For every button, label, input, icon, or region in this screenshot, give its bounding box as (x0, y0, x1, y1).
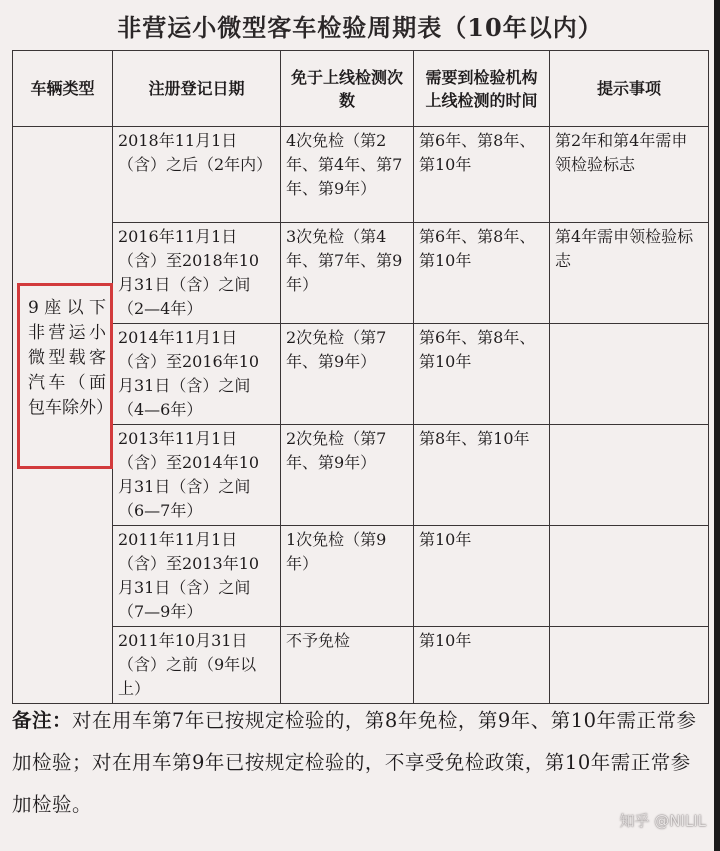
cell-exempt: 不予免检 (281, 627, 414, 704)
table-row (13, 324, 709, 425)
cell-time: 第8年、第10年 (414, 425, 550, 526)
cell-notes: 第2年和第4年需申领检验标志 (550, 127, 709, 223)
table-row (13, 223, 709, 324)
cell-date: 2011年10月31日（含）之前（9年以上） (113, 627, 281, 704)
cell-notes (550, 324, 709, 425)
cell-exempt: 2次免检（第7年、第9年） (281, 324, 414, 425)
cell-notes (550, 627, 709, 704)
table-row (13, 425, 709, 526)
cell-exempt: 4次免检（第2年、第4年、第7年、第9年） (281, 127, 414, 223)
header-notes: 提示事项 (550, 51, 709, 127)
header-vehicle-type: 车辆类型 (13, 51, 113, 127)
cell-date: 2018年11月1日（含）之后（2年内） (113, 127, 281, 223)
watermark: 知乎 @NILIL (619, 812, 706, 830)
table-row (13, 127, 709, 223)
cell-date: 2016年11月1日（含）至2018年10月31日（含）之间（2—4年） (113, 223, 281, 324)
cell-exempt: 1次免检（第9年） (281, 526, 414, 627)
footnote (12, 700, 702, 826)
header-registration-date: 注册登记日期 (113, 51, 281, 127)
cell-date: 2013年11月1日（含）至2014年10月31日（含）之间（6—7年） (113, 425, 281, 526)
page-title: 非营运小微型客车检验周期表（10年以内） (117, 13, 603, 42)
cell-time: 第10年 (414, 526, 550, 627)
cell-notes (550, 425, 709, 526)
cell-notes: 第4年需申领检验标志 (550, 223, 709, 324)
table-row (13, 627, 709, 704)
vehicle-type-cell (13, 127, 113, 704)
right-edge-bar (714, 0, 720, 851)
cell-exempt: 2次免检（第7年、第9年） (281, 425, 414, 526)
header-inspection-time: 需要到检验机构上线检测的时间 (414, 51, 550, 127)
cell-time: 第6年、第8年、第10年 (414, 223, 550, 324)
cell-time: 第6年、第8年、第10年 (414, 324, 550, 425)
cell-notes (550, 526, 709, 627)
cell-exempt: 3次免检（第4年、第7年、第9年） (281, 223, 414, 324)
cell-time: 第10年 (414, 627, 550, 704)
table-header-row (13, 51, 709, 127)
cell-date: 2011年11月1日（含）至2013年10月31日（含）之间（7—9年） (113, 526, 281, 627)
inspection-cycle-table (12, 50, 709, 704)
footnote-label: 备注： (12, 709, 73, 732)
vehicle-type-highlight: 9座以下非营运小微型载客汽车（面包车除外） (17, 283, 113, 469)
cell-date: 2014年11月1日（含）至2016年10月31日（含）之间（4—6年） (113, 324, 281, 425)
cell-time: 第6年、第8年、第10年 (414, 127, 550, 223)
header-exempt-count: 免于上线检测次数 (281, 51, 414, 127)
footnote-text: 对在用车第7年已按规定检验的，第8年免检，第9年、第10年需正常参加检验；对在用车第9年已按规定检验的，不享受免检政策，第10年需正常参加检验。 (12, 709, 697, 816)
table-row (13, 526, 709, 627)
